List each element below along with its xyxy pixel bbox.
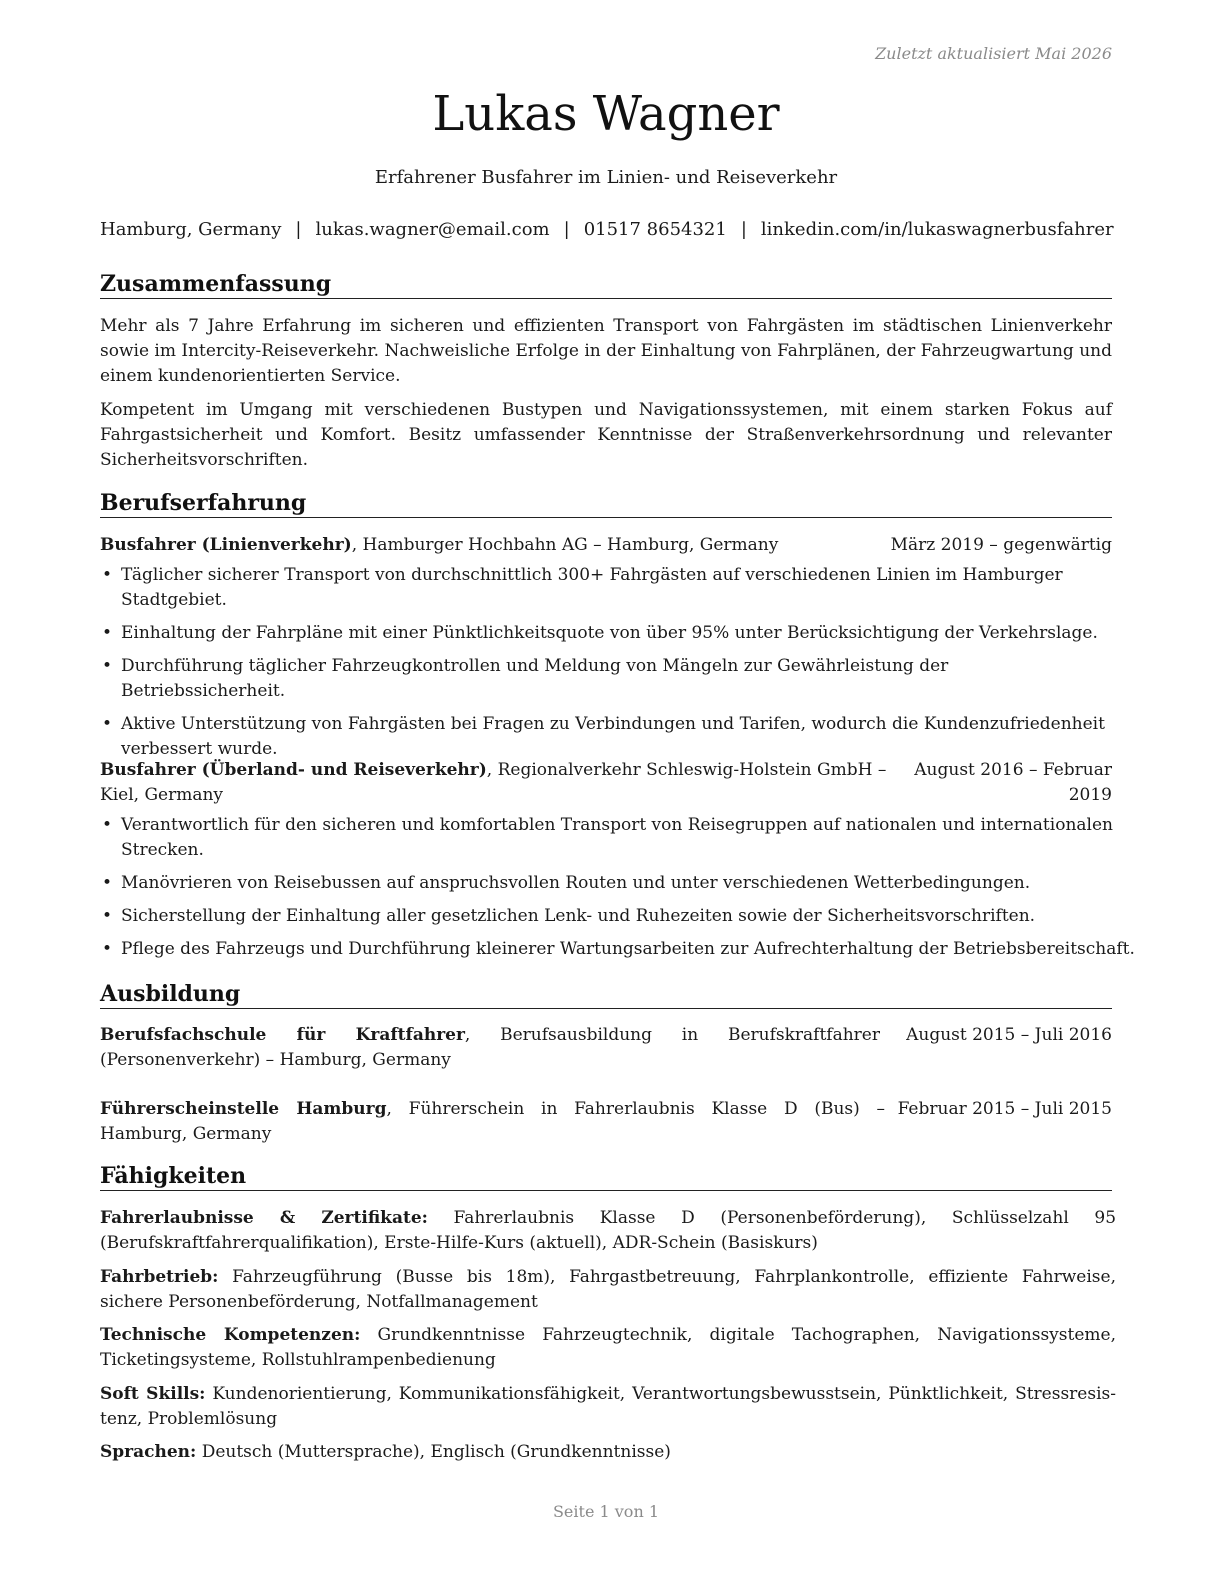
list-item: • Verantwortlich für den sicheren und komfortablen Transport von Reisegruppen auf nationalen und internationalen Strecken. xyxy=(100,813,1116,863)
job-bullet-list xyxy=(100,813,1135,970)
education-entry xyxy=(100,1097,1112,1147)
skill-entry xyxy=(100,1382,1116,1432)
contact-separator: | xyxy=(740,219,747,240)
job-header xyxy=(100,758,1112,808)
skill-label: Fahrbetrieb: xyxy=(100,1267,219,1287)
education-dates: August 2015 – Juli 2016 xyxy=(906,1025,1112,1045)
list-item: • Manövrieren von Reisebussen auf anspruchsvollen Routen und unter verschiedenen Wetterbedingungen. xyxy=(100,871,1116,896)
job-title-line xyxy=(100,533,778,558)
section-title-experience: Berufserfahrung xyxy=(100,489,1112,518)
contact-separator: | xyxy=(295,219,302,240)
job-role: Busfahrer (Linienverkehr) xyxy=(100,535,352,555)
contact-email[interactable]: lukas.wagner@email.com xyxy=(315,219,550,240)
education-school: Führerscheinstelle Hamburg xyxy=(100,1099,387,1119)
job-employer: , Regionalverkehr Schleswig-Holstein GmbH – xyxy=(486,760,887,780)
summary-paragraph-1: Mehr als 7 Jahre Erfahrung im sicheren und effizienten Transport von Fahrgästen im städtischen Linienverkehr sowie im Intercity-Reiseverkehr. Nachweisliche Erfolge in der Einhaltung von Fahrplänen, der Fahrzeugwartung und einem kundenorientierten Service. xyxy=(100,316,1112,386)
job-header xyxy=(100,533,1112,558)
contact-linkedin[interactable]: linkedin.com/in/lukaswagnerbusfahrer xyxy=(760,219,1114,240)
contact-location: Hamburg, Germany xyxy=(100,219,282,240)
education-entry xyxy=(100,1023,1112,1073)
list-item: • Aktive Unterstützung von Fahrgästen bei Fragen zu Verbindungen und Tarifen, wodurch die Kundenzufriedenheit verbessert wurde. xyxy=(100,712,1116,762)
job-dates-end: 2019 xyxy=(1068,785,1112,805)
job-bullet-list xyxy=(100,563,1116,770)
skill-text: Deutsch (Muttersprache), Englisch (Grundkenntnisse) xyxy=(196,1442,671,1462)
candidate-name: Lukas Wagner xyxy=(432,86,780,142)
candidate-headline: Erfahrener Busfahrer im Linien- und Reiseverkehr xyxy=(374,167,838,188)
education-title-line xyxy=(100,1023,880,1073)
skill-text: Fahrerlaubnis Klasse D (Personenbeförderung), Schlüsselzahl 95 (Berufskraftfahrerqualifikation), Erste-Hilfe-Kurs (aktuell), ADR-Schein (Basiskurs) xyxy=(100,1208,1117,1253)
skill-entry xyxy=(100,1440,1116,1465)
section-title-education: Ausbildung xyxy=(100,980,1112,1009)
resume-page xyxy=(100,0,1135,1584)
section-title-summary: Zusammenfassung xyxy=(100,270,1112,299)
education-detail: , Berufsausbildung in Berufskraftfahrer (Personenverkehr) – Hamburg, Germany xyxy=(100,1025,880,1070)
skill-text: Fahrzeugführung (Busse bis 18m), Fahrgastbetreuung, Fahrplankontrolle, effiziente Fahrweise, sichere Personenbeförderung, Notfallmanagement xyxy=(100,1267,1116,1312)
skill-entry xyxy=(100,1206,1116,1256)
job-employer-location: Kiel, Germany xyxy=(100,785,224,805)
summary-paragraph-2: Kompetent im Umgang mit verschiedenen Bustypen und Navigationssystemen, mit einem starken Fokus auf Fahrgastsicherheit und Komfort. Besitz umfassender Kenntnisse der Straßenverkehrsordnung und relevanter Sicherheitsvorschriften. xyxy=(100,400,1112,470)
list-item: • Täglicher sicherer Transport von durchschnittlich 300+ Fahrgästen auf verschiedenen Linien im Hamburger Stadtgebiet. xyxy=(100,563,1116,613)
contact-line xyxy=(100,219,1112,240)
skill-text: Kundenorientierung, Kommunikationsfähigkeit, Verantwortungsbewusstsein, Pünktlichkeit, Stressresistenz, Problemlösung xyxy=(100,1384,1117,1429)
last-updated-note: Zuletzt aktualisiert Mai 2026 xyxy=(875,44,1112,63)
skill-label: Fahrerlaubnisse & Zertifikate: xyxy=(100,1208,428,1228)
list-item: • Einhaltung der Fahrpläne mit einer Pünktlichkeitsquote von über 95% unter Berücksichtigung der Verkehrslage. xyxy=(100,621,1116,646)
education-school: Berufsfachschule für Kraftfahrer xyxy=(100,1025,465,1045)
skill-entry xyxy=(100,1265,1116,1315)
skill-label: Technische Kompetenzen: xyxy=(100,1325,361,1345)
skill-text: Grundkenntnisse Fahrzeugtechnik, digitale Tachographen, Navigationssysteme, Ticketingsysteme, Rollstuhlrampenbedienung xyxy=(100,1325,1116,1370)
list-item: • Pflege des Fahrzeugs und Durchführung kleinerer Wartungsarbeiten zur Aufrechterhaltung der Betriebsbereitschaft. xyxy=(100,937,1116,962)
section-title-skills: Fähigkeiten xyxy=(100,1162,1112,1191)
skill-entry xyxy=(100,1323,1116,1373)
job-dates: März 2019 – gegenwärtig xyxy=(890,535,1112,555)
contact-phone[interactable]: 01517 8654321 xyxy=(583,219,727,240)
skill-label: Sprachen: xyxy=(100,1442,197,1462)
education-dates: Februar 2015 – Juli 2015 xyxy=(897,1099,1112,1119)
job-dates-start: August 2016 – Februar xyxy=(914,760,1112,780)
job-role: Busfahrer (Überland- und Reiseverkehr) xyxy=(100,760,487,780)
list-item: • Durchführung täglicher Fahrzeugkontrollen und Meldung von Mängeln zur Gewährleistung der Betriebssicherheit. xyxy=(100,654,1116,704)
page-number: Seite 1 von 1 xyxy=(552,1502,660,1521)
education-detail: , Führerschein in Fahrerlaubnis Klasse D (Bus) – Hamburg, Germany xyxy=(100,1099,885,1144)
job-employer: , Hamburger Hochbahn AG – Hamburg, Germany xyxy=(351,535,779,555)
job-dates xyxy=(914,758,1112,808)
skill-label: Soft Skills: xyxy=(100,1384,206,1404)
education-title-line xyxy=(100,1097,885,1147)
contact-separator: | xyxy=(563,219,570,240)
list-item: • Sicherstellung der Einhaltung aller gesetzlichen Lenk- und Ruhezeiten sowie der Sicherheitsvorschriften. xyxy=(100,904,1116,929)
job-title-line xyxy=(100,758,886,808)
